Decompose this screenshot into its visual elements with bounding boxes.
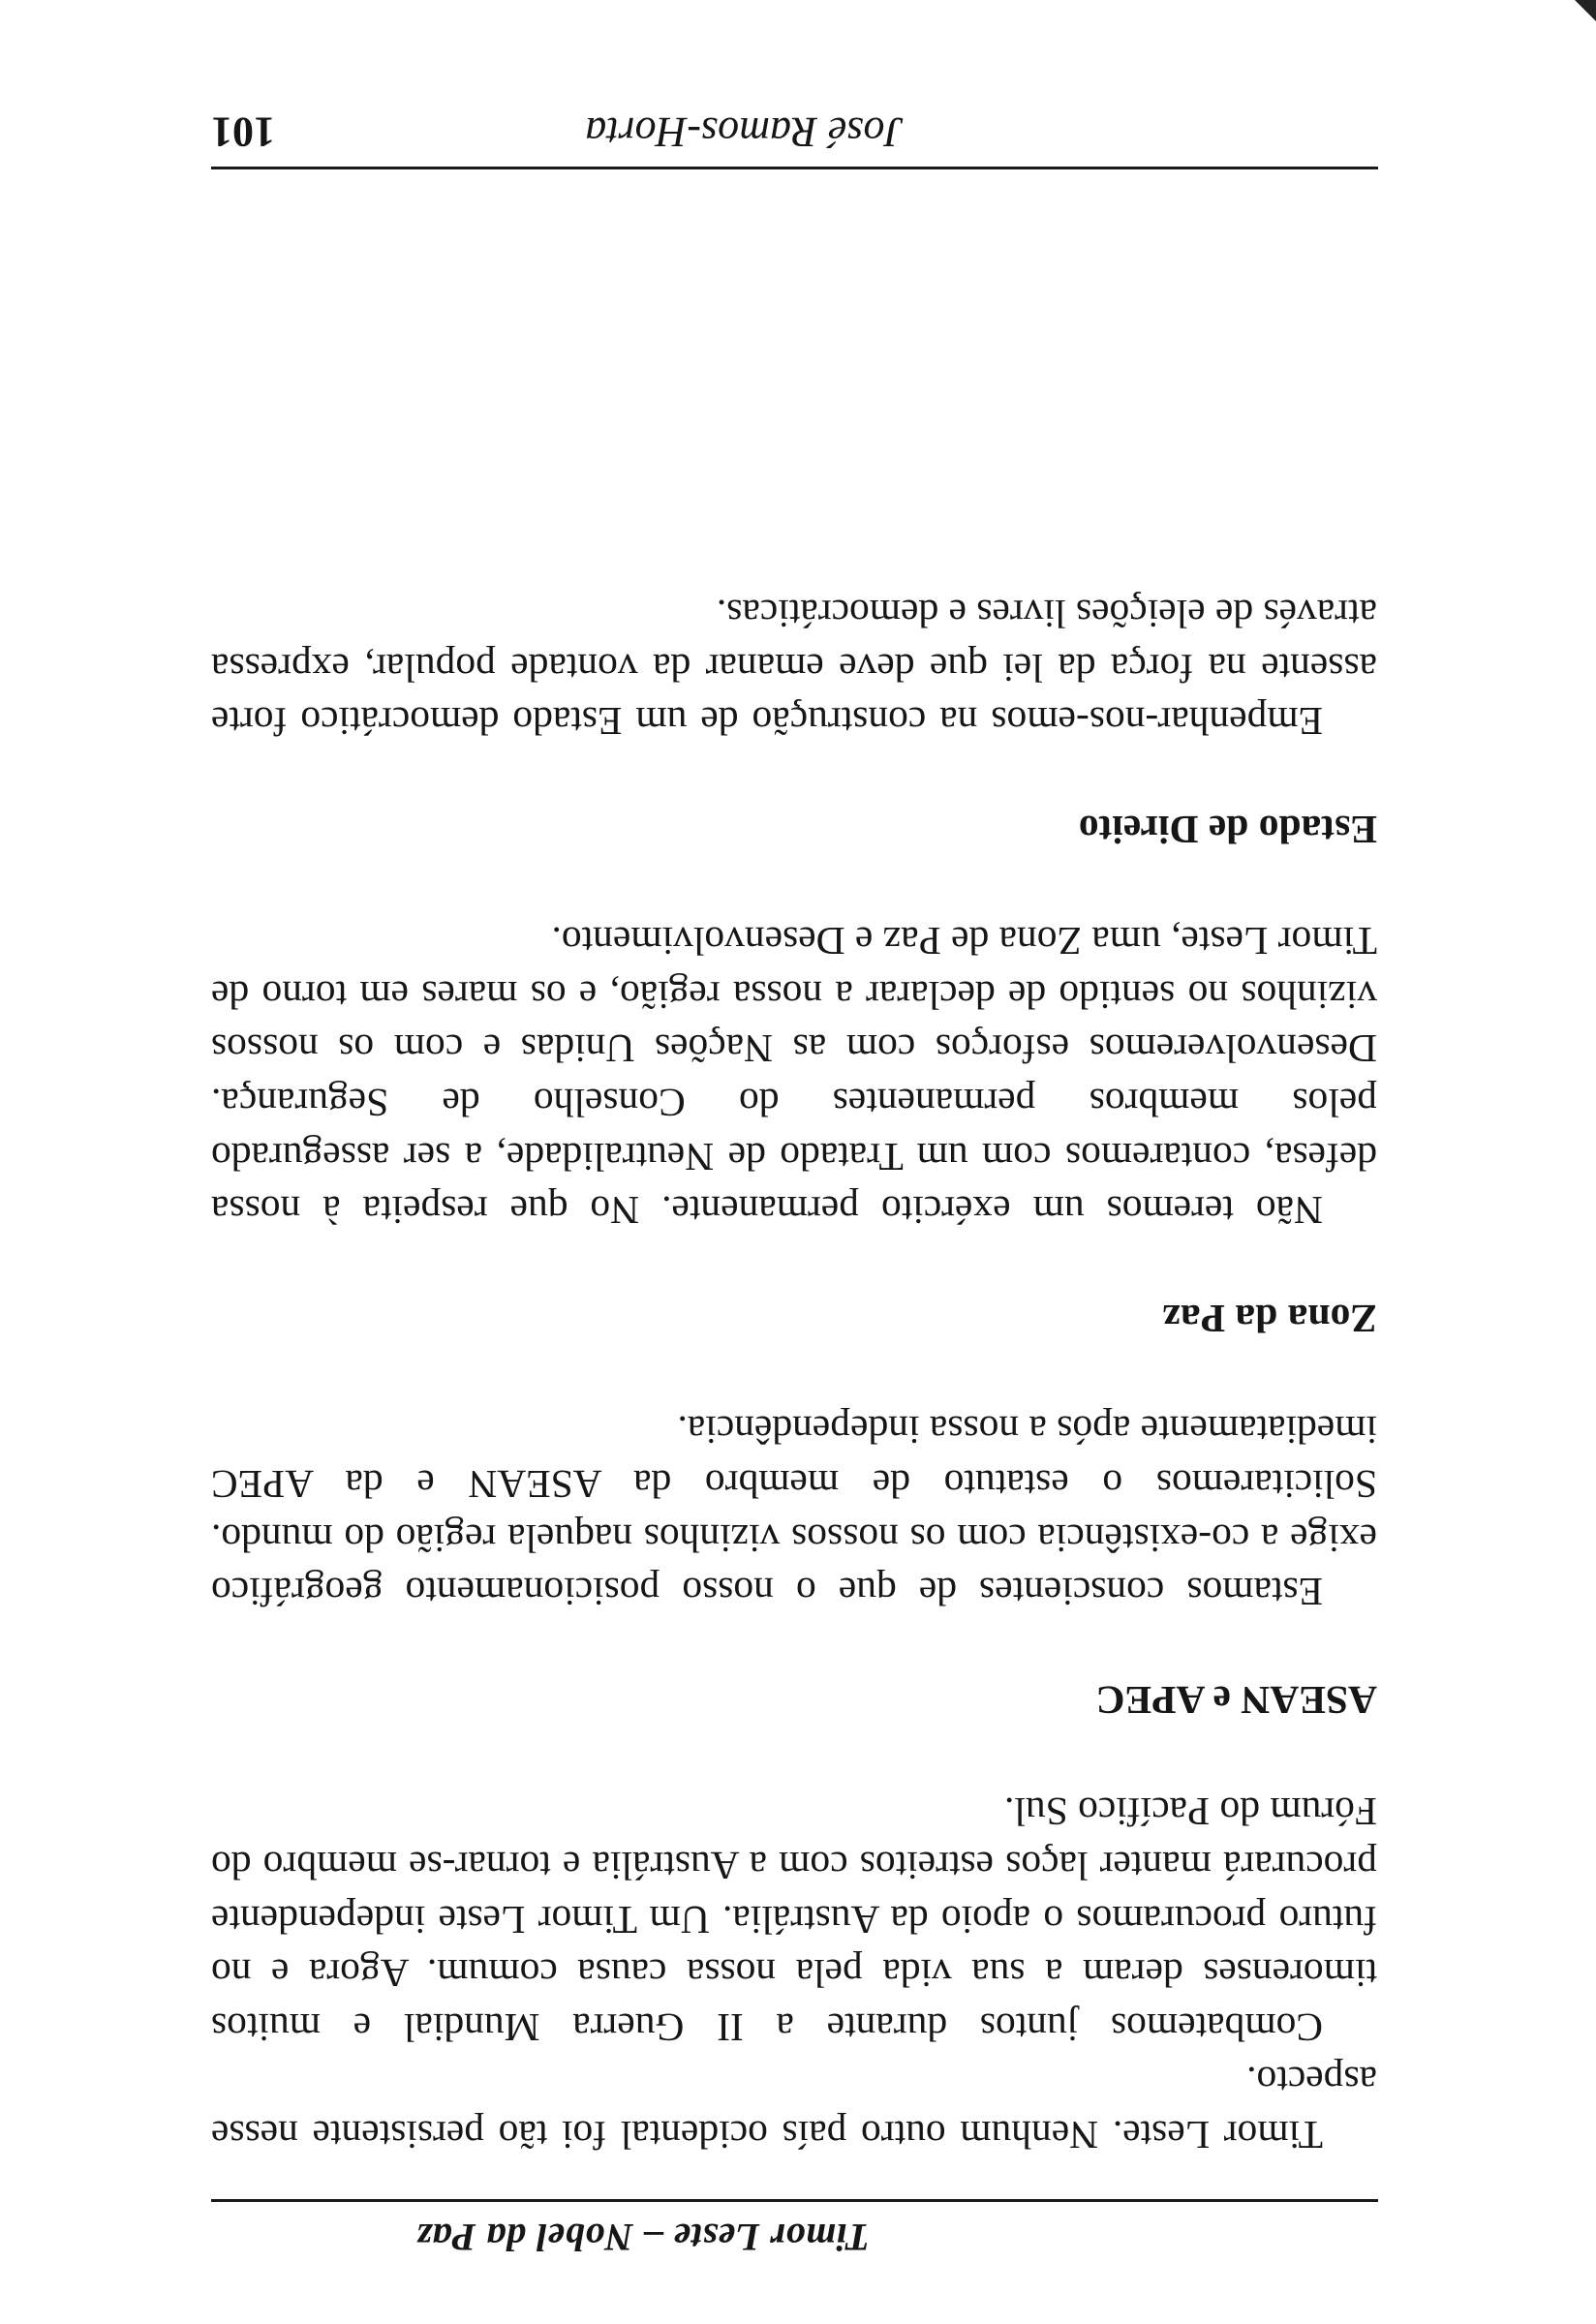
paragraph-3: Estamos conscientes de que o nosso posicionamento geográfico exige a co-existência com os nossos vizinhos naquela região do mundo. Solicitaremos o estatuto de membro da ASEAN e da APEC imediatamente após a nossa independência. xyxy=(211,1408,1377,1615)
section-heading-estado-de-direito: Estado de Direito xyxy=(1078,807,1377,852)
section-heading-asean-apec: ASEAN e APEC xyxy=(1095,1677,1377,1723)
paragraph-5: Empenhar-nos-emos na construção de um Estado democrático forte assente na força da lei que deve emanar da vontade popular, expressa através de eleições livres e democráticas. xyxy=(211,591,1377,745)
scan-corner-mark xyxy=(1575,0,1596,21)
paragraph-1: Timor Leste. Nenhum outro país ocidental foi tão persistente nesse aspecto. xyxy=(211,2059,1377,2157)
page-number: 101 xyxy=(211,108,275,156)
paragraph-2: Combatemos juntos durante a II Guerra Mundial e muitos timorenses deram a sua vida pela nossa causa comum. Agora e no futuro procuramos o apoio da Austrália. Um Timor Leste independente procurará manter laços estreitos com a Austrália e tornar-se membro do Fórum do Pacífico Sul. xyxy=(211,1789,1377,2050)
running-footer xyxy=(211,107,1378,169)
header-title: Timor Leste – Nobel da Paz xyxy=(415,2216,870,2259)
footer-author: José Ramos-Horta xyxy=(585,108,904,156)
running-header xyxy=(211,2199,1378,2264)
paragraph-4: Não teremos um exército permanente. No que respeita à nossa defesa, contaremos com um Tratado de Neutralidade, a ser assegurado pelos membros permanentes do Conselho de Segurança. Desenvolveremos esforços com as Nações Unidas e com os nossos vizinhos no sentido de declarar a nossa região, e os mares em torno de Timor Leste, uma Zona de Paz e Desenvolvimento. xyxy=(211,919,1377,1234)
body-text xyxy=(211,586,1377,2161)
section-heading-zona-da-paz: Zona da Paz xyxy=(1162,1296,1377,1341)
